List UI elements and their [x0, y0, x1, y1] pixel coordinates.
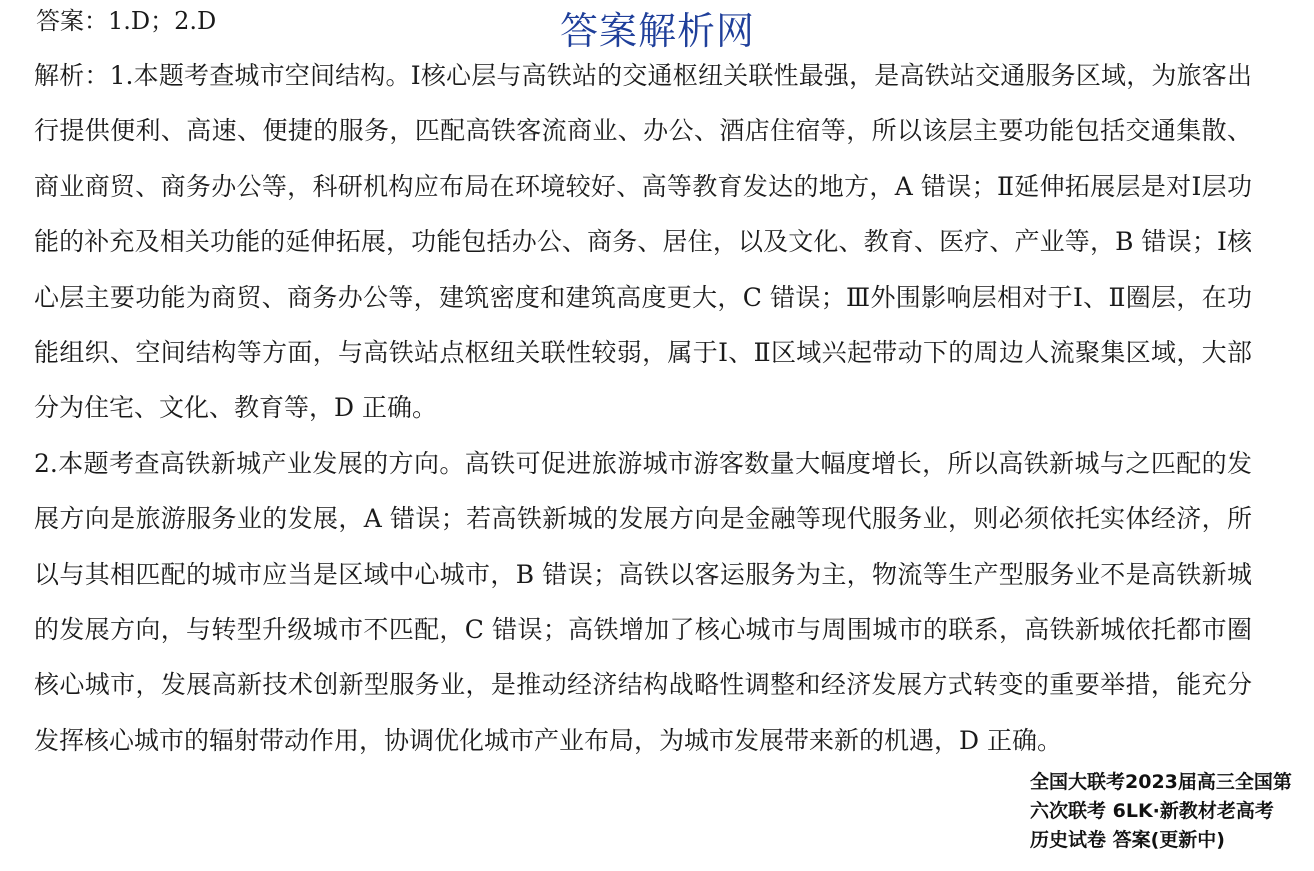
exam-source-overlay	[1030, 768, 1314, 855]
answer-key: 答案：1.D；2.D	[36, 7, 217, 35]
analysis-paragraph-1: 解析：1.本题考查城市空间结构。Ⅰ核心层与高铁站的交通枢纽关联性最强，是高铁站交通服务区域，为旅客出行提供便利、高速、便捷的服务，匹配高铁客流商业、办公、酒店住宿等，所以该层主要功能包括交通集散、商业商贸、商务办公等，科研机构应布局在环境较好、高等教育发达的地方，A 错误；Ⅱ延伸拓展层是对Ⅰ层功能的补充及相关功能的延伸拓展，功能包括办公、商务、居住，以及文化、教育、医疗、产业等，B 错误；Ⅰ核心层主要功能为商贸、商务办公等，建筑密度和建筑高度更大，C 错误；Ⅲ外围影响层相对于Ⅰ、Ⅱ圈层，在功能组织、空间结构等方面，与高铁站点枢纽关联性较弱，属于Ⅰ、Ⅱ区域兴起带动下的周边人流聚集区域，大部分为住宅、文化、教育等，D 正确。	[34, 61, 1252, 423]
overlay-line-1: 全国大联考2023届高三全国第	[1030, 771, 1292, 793]
overlay-line-3: 历史试卷 答案(更新中)	[1030, 829, 1225, 851]
analysis-body	[34, 48, 1252, 768]
site-watermark-title: 答案解析网	[560, 9, 756, 53]
analysis-paragraph-2: 2.本题考查高铁新城产业发展的方向。高铁可促进旅游城市游客数量大幅度增长，所以高铁新城与之匹配的发展方向是旅游服务业的发展，A 错误；若高铁新城的发展方向是金融等现代服务业，则必须依托实体经济，所以与其相匹配的城市应当是区域中心城市，B 错误；高铁以客运服务为主，物流等生产型服务业不是高铁新城的发展方向，与转型升级城市不匹配，C 错误；高铁增加了核心城市与周围城市的联系，高铁新城依托都市圈核心城市，发展高新技术创新型服务业，是推动经济结构战略性调整和经济发展方式转变的重要举措，能充分发挥核心城市的辐射带动作用，协调优化城市产业布局，为城市发展带来新的机遇，D 正确。	[34, 448, 1252, 755]
overlay-line-2: 六次联考 6LK·新教材老高考	[1030, 800, 1274, 822]
